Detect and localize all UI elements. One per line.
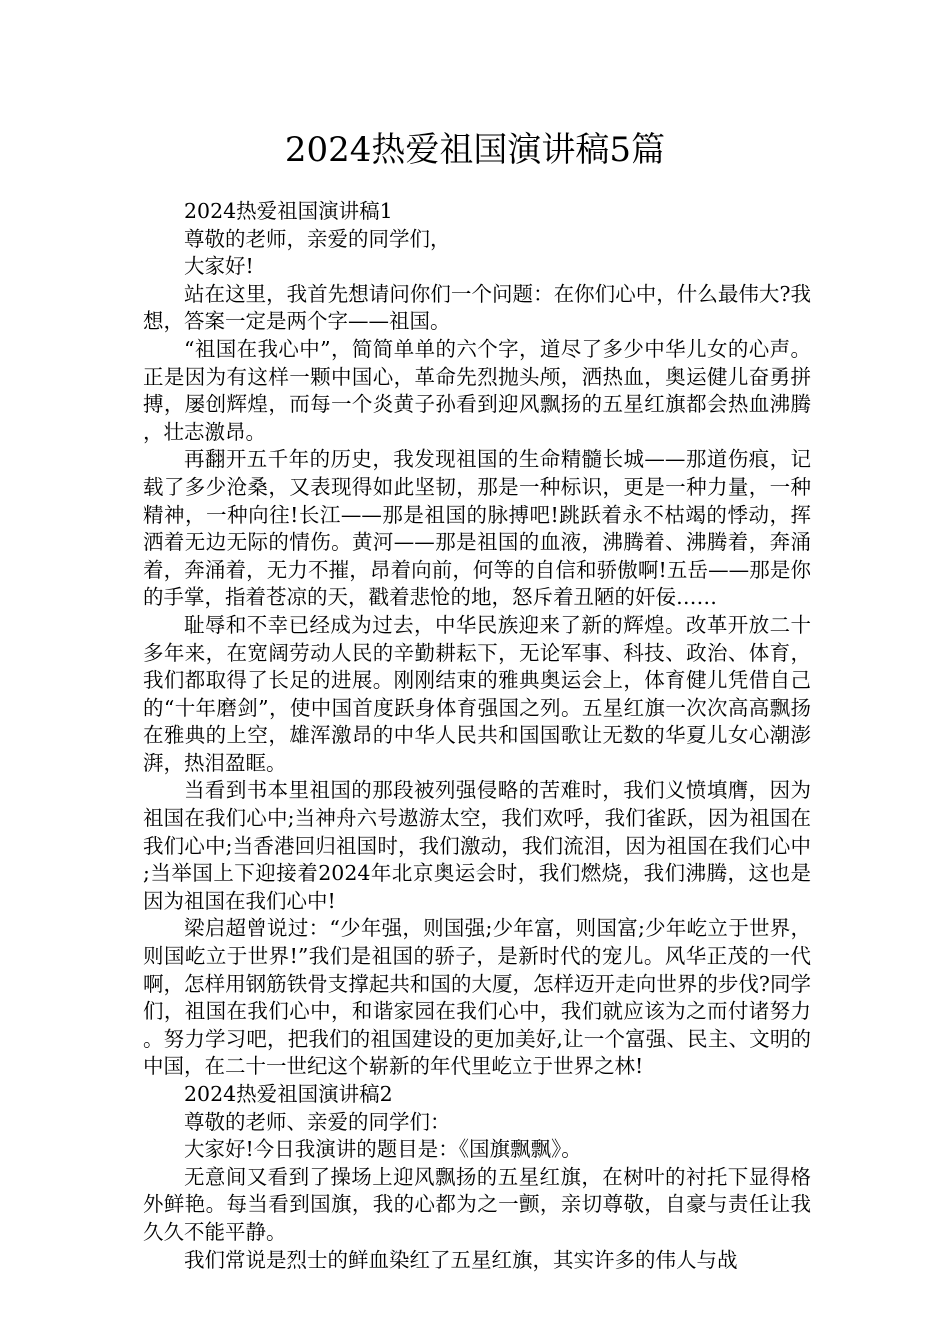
document-title: 2024热爱祖国演讲稿5篇 [284, 130, 666, 170]
paragraph: 再翻开五千年的历史，我发现祖国的生命精髓长城——那道伤痕，记载了多少沧桑，又表现得如此坚韧，那是一种标识，更是一种力量，一种精神，一种向往!长江——那是祖国的脉搏吧!跳跃着永不枯竭的悸动，挥洒着无边无际的情伤。黄河——那是祖国的血液，沸腾着、沸腾着，奔涌着，奔涌着，无力不摧，昂着向前，何等的自信和骄傲啊!五岳——那是你的手掌，指着苍凉的天，戳着悲怆的地，怒斥着丑陋的奸佞…… [143, 447, 811, 610]
greeting: 大家好! [184, 254, 254, 279]
document-body [143, 198, 811, 1274]
paragraph: 站在这里，我首先想请问你们一个问题：在你们心中，什么最伟大?我想，答案一定是两个字——祖国。 [143, 281, 811, 334]
heading-speech-2: 2024热爱祖国演讲稿2 [184, 1082, 393, 1106]
salutation: 尊敬的老师，亲爱的同学们， [184, 226, 451, 251]
paragraph: “祖国在我心中”，简简单单的六个字，道尽了多少中华儿女的心声。正是因为有这样一颗中国心，革命先烈抛头颅，洒热血，奥运健儿奋勇拼搏，屡创辉煌，而每一个炎黄子孙看到迎风飘扬的五星红旗都会热血沸腾，壮志激昂。 [143, 336, 811, 444]
paragraph: 无意间又看到了操场上迎风飘扬的五星红旗，在树叶的衬托下显得格外鲜艳。每当看到国旗，我的心都为之一颤，亲切尊敬，自豪与责任让我久久不能平静。 [143, 1164, 811, 1244]
salutation: 尊敬的老师、亲爱的同学们： [184, 1109, 451, 1134]
paragraph: 梁启超曾说过：“少年强，则国强;少年富，则国富;少年屹立于世界，则国屹立于世界!”我们是祖国的骄子，是新时代的宠儿。风华正茂的一代啊，怎样用钢筋铁骨支撑起共和国的大厦，怎样迈开走向世界的步伐?同学们，祖国在我们心中，和谐家园在我们心中，我们就应该为之而付诸努力。努力学习吧，把我们的祖国建设的更加美好,让一个富强、民主、文明的中国，在二十一世纪这个崭新的年代里屹立于世界之林! [143, 916, 811, 1079]
paragraph: 我们常说是烈士的鲜血染红了五星红旗，其实许多的伟人与战 [184, 1247, 738, 1272]
greeting: 大家好!今日我演讲的题目是：《国旗飘飘》。 [184, 1137, 582, 1162]
heading-speech-1: 2024热爱祖国演讲稿1 [184, 199, 393, 223]
paragraph: 当看到书本里祖国的那段被列强侵略的苦难时，我们义愤填膺，因为祖国在我们心中;当神舟六号遨游太空，我们欢呼，我们雀跃，因为祖国在我们心中;当香港回归祖国时，我们激动，我们流泪，因为祖国在我们心中;当举国上下迎接着2024年北京奥运会时，我们燃烧，我们沸腾，这也是因为祖国在我们心中! [143, 778, 811, 913]
paragraph: 耻辱和不幸已经成为过去，中华民族迎来了新的辉煌。改革开放二十多年来，在宽阔劳动人民的辛勤耕耘下，无论军事、科技、政治、体育，我们都取得了长足的进展。刚刚结束的雅典奥运会上，体育健儿凭借自己的“十年磨剑”，使中国首度跃身体育强国之列。五星红旗一次次高高飘扬在雅典的上空，雄浑激昂的中华人民共和国国歌让无数的华夏儿女心潮澎湃，热泪盈眶。 [143, 612, 811, 775]
